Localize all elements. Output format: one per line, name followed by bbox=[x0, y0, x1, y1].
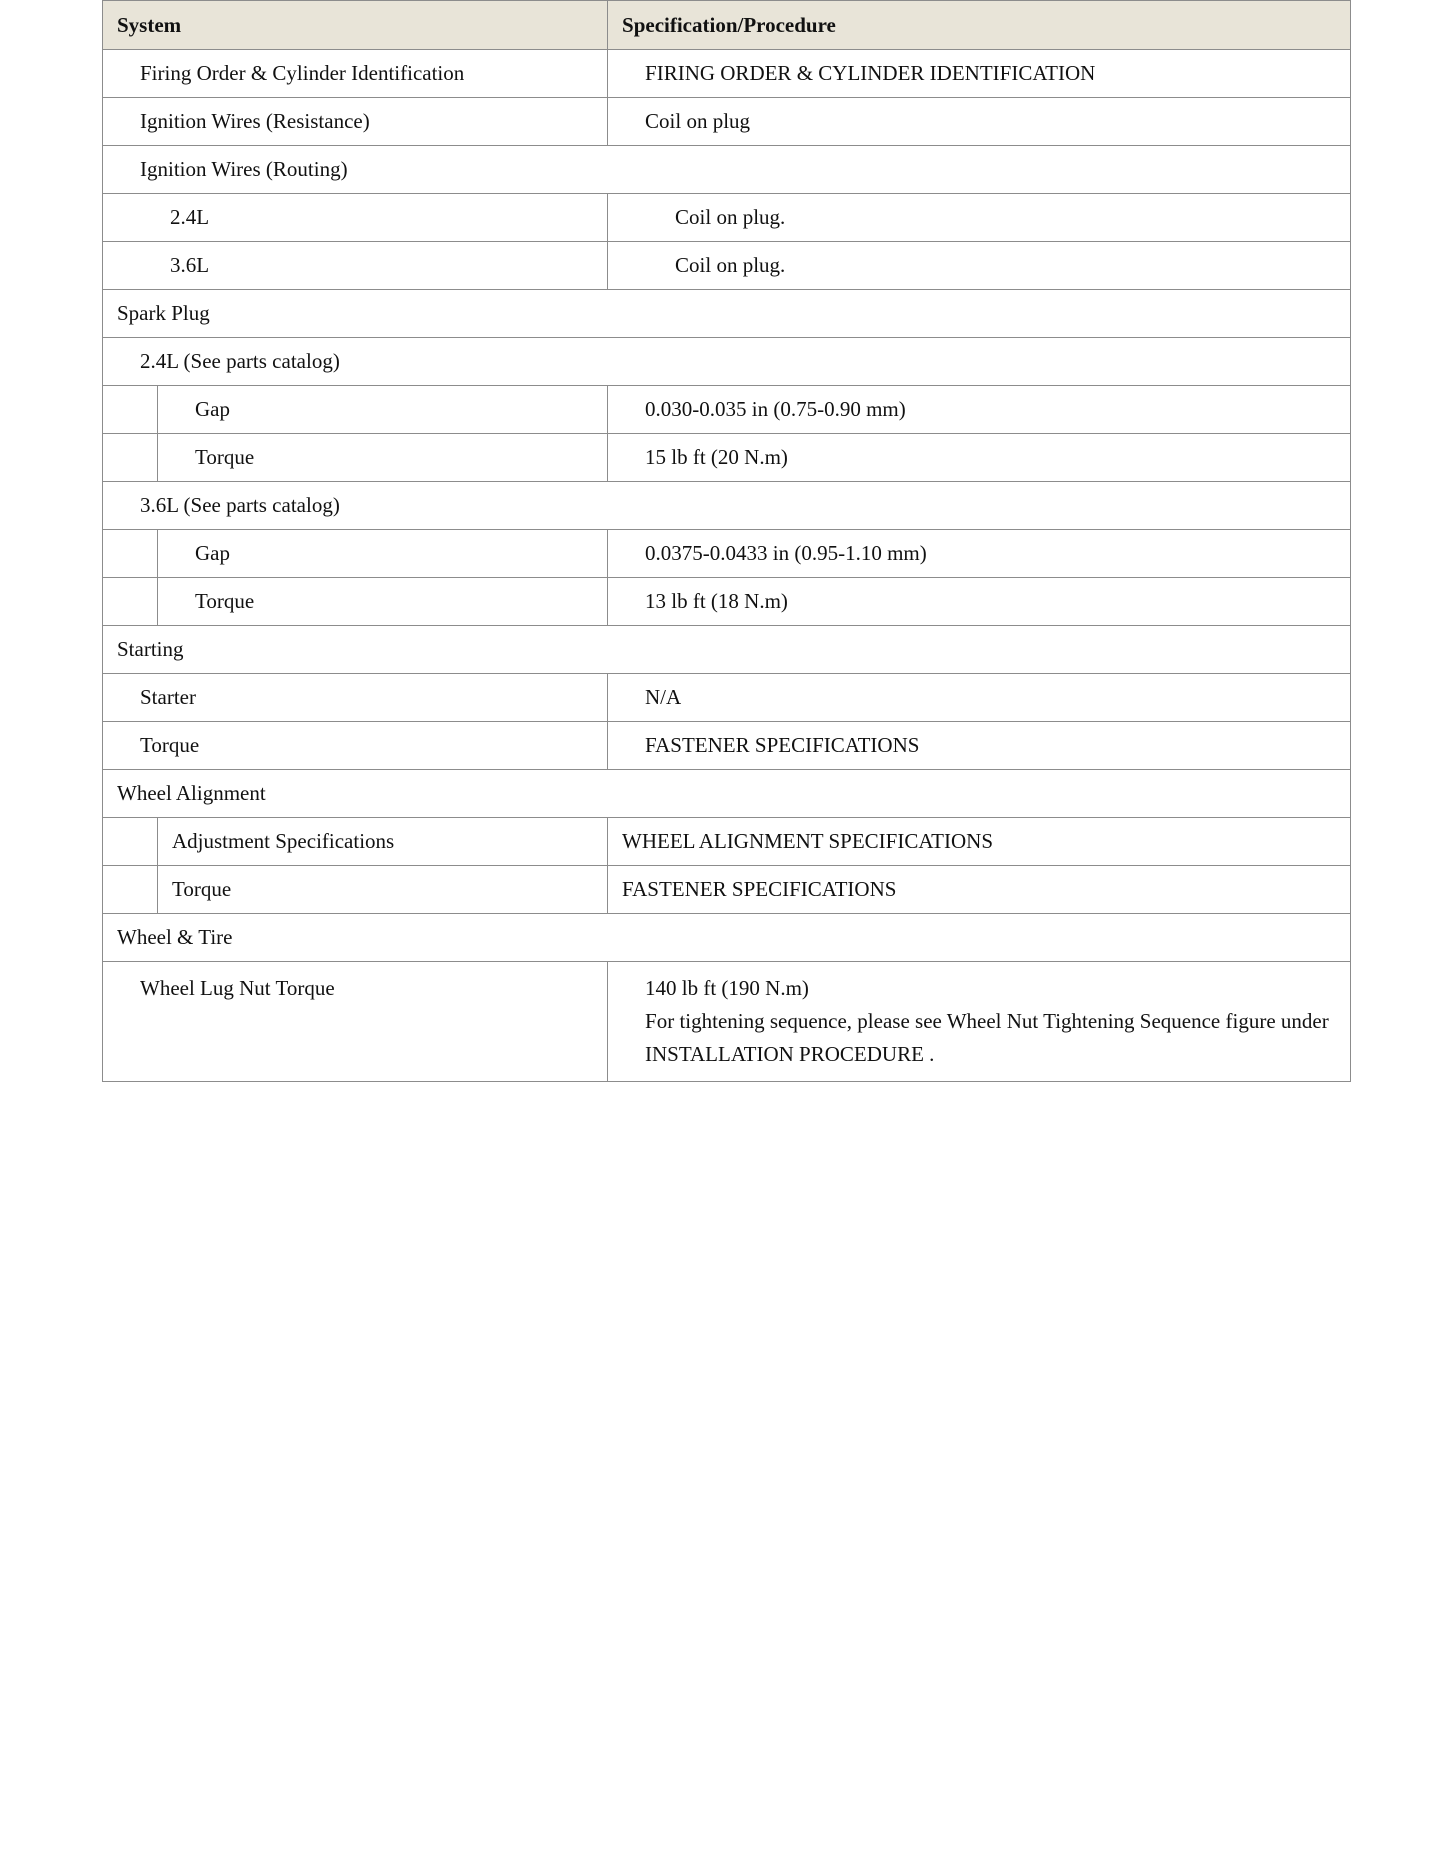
indent-cell bbox=[103, 434, 158, 482]
spec-cell: 15 lb ft (20 N.m) bbox=[608, 434, 1351, 482]
system-cell: Torque bbox=[158, 434, 608, 482]
table-row bbox=[103, 146, 1351, 194]
table-row bbox=[103, 770, 1351, 818]
system-cell: Gap bbox=[158, 530, 608, 578]
table-row bbox=[103, 290, 1351, 338]
system-cell: Ignition Wires (Resistance) bbox=[103, 98, 608, 146]
indent-cell bbox=[103, 386, 158, 434]
table-row bbox=[103, 578, 1351, 626]
lug-nut-torque-value: 140 lb ft (190 N.m) bbox=[645, 976, 809, 1000]
specifications-table bbox=[102, 0, 1351, 1082]
subsection-heading: 2.4L (See parts catalog) bbox=[103, 338, 1351, 386]
system-cell: Torque bbox=[158, 578, 608, 626]
section-heading: Spark Plug bbox=[103, 290, 1351, 338]
system-cell: Adjustment Specifications bbox=[158, 818, 608, 866]
system-cell: Gap bbox=[158, 386, 608, 434]
table-row bbox=[103, 98, 1351, 146]
table-row bbox=[103, 674, 1351, 722]
table-row bbox=[103, 866, 1351, 914]
section-heading: Wheel & Tire bbox=[103, 914, 1351, 962]
spec-cell: 0.030-0.035 in (0.75-0.90 mm) bbox=[608, 386, 1351, 434]
system-cell: Firing Order & Cylinder Identification bbox=[103, 50, 608, 98]
spec-cell: 13 lb ft (18 N.m) bbox=[608, 578, 1351, 626]
table-row bbox=[103, 818, 1351, 866]
table-row bbox=[103, 50, 1351, 98]
tightening-sequence-note: For tightening sequence, please see Wheel Nut Tightening Sequence figure under INSTALLATION PROCEDURE . bbox=[645, 1009, 1329, 1066]
spec-cell: 0.0375-0.0433 in (0.95-1.10 mm) bbox=[608, 530, 1351, 578]
system-cell: Starter bbox=[103, 674, 608, 722]
spec-cell: N/A bbox=[608, 674, 1351, 722]
subsection-heading: Ignition Wires (Routing) bbox=[103, 146, 1351, 194]
system-cell: Torque bbox=[103, 722, 608, 770]
table-row bbox=[103, 386, 1351, 434]
spec-link[interactable]: FASTENER SPECIFICATIONS bbox=[608, 722, 1351, 770]
spec-link[interactable]: WHEEL ALIGNMENT SPECIFICATIONS bbox=[608, 818, 1351, 866]
system-cell: Wheel Lug Nut Torque bbox=[103, 962, 608, 1082]
header-specification: Specification/Procedure bbox=[608, 1, 1351, 50]
system-cell: 2.4L bbox=[103, 194, 608, 242]
table-row bbox=[103, 914, 1351, 962]
spec-cell: Coil on plug. bbox=[608, 242, 1351, 290]
header-system: System bbox=[103, 1, 608, 50]
section-heading: Starting bbox=[103, 626, 1351, 674]
spec-cell: Coil on plug bbox=[608, 98, 1351, 146]
indent-cell bbox=[103, 578, 158, 626]
table-row bbox=[103, 338, 1351, 386]
indent-cell bbox=[103, 530, 158, 578]
table-row bbox=[103, 962, 1351, 1082]
indent-cell bbox=[103, 866, 158, 914]
table-row bbox=[103, 242, 1351, 290]
table-row bbox=[103, 434, 1351, 482]
indent-cell bbox=[103, 818, 158, 866]
table-row bbox=[103, 482, 1351, 530]
system-cell: 3.6L bbox=[103, 242, 608, 290]
system-cell: Torque bbox=[158, 866, 608, 914]
spec-cell bbox=[608, 962, 1351, 1082]
section-heading: Wheel Alignment bbox=[103, 770, 1351, 818]
table-row bbox=[103, 530, 1351, 578]
table-row bbox=[103, 722, 1351, 770]
spec-link[interactable]: FASTENER SPECIFICATIONS bbox=[608, 866, 1351, 914]
spec-link[interactable]: FIRING ORDER & CYLINDER IDENTIFICATION bbox=[608, 50, 1351, 98]
table-row bbox=[103, 194, 1351, 242]
table-row bbox=[103, 626, 1351, 674]
subsection-heading: 3.6L (See parts catalog) bbox=[103, 482, 1351, 530]
table-header-row bbox=[103, 1, 1351, 50]
spec-cell: Coil on plug. bbox=[608, 194, 1351, 242]
